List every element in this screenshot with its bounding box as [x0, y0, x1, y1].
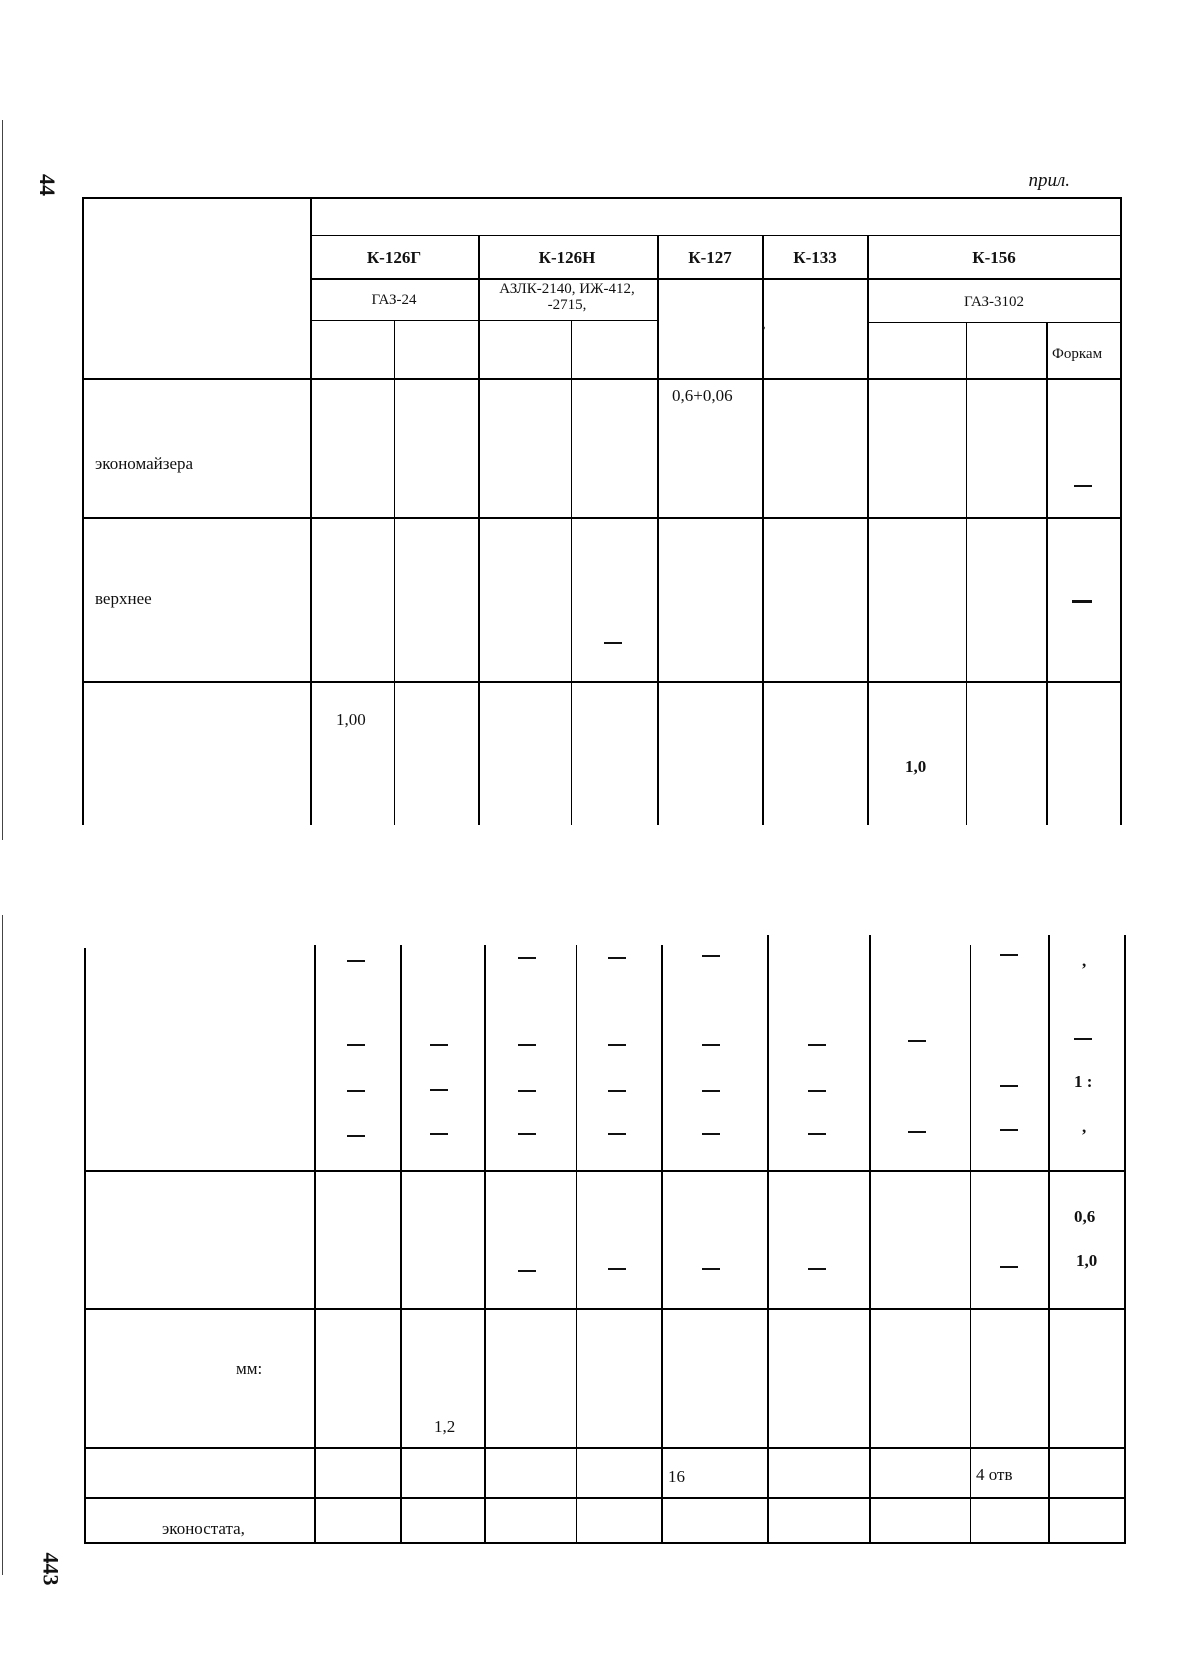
dash-mark [808, 1133, 826, 1135]
vehicles-k156: ГАЗ-3102 [963, 294, 1025, 310]
value-k156-row4: 4 отв [976, 1465, 1013, 1484]
page-number-top: 44 [35, 174, 60, 196]
page-edge-line [2, 120, 3, 840]
row-label-economizer: экономайзера [95, 454, 194, 473]
dash-mark [518, 957, 536, 959]
dash-mark [702, 1133, 720, 1135]
dash-mark [608, 1133, 626, 1135]
dash-mark [347, 960, 365, 962]
dash-mark [608, 957, 626, 959]
dash-mark [608, 1268, 626, 1270]
model-k133: К-133 [793, 248, 837, 267]
value-k156-row3: 1,0 [905, 757, 927, 776]
value-col2-mm: 1,2 [434, 1417, 456, 1436]
partial-value: 1 : [1074, 1072, 1093, 1091]
partial-value: , [1082, 1117, 1087, 1136]
value-k126g-row3: 1,00 [336, 710, 366, 729]
dash-mark [1000, 1085, 1018, 1087]
dash-mark [1000, 954, 1018, 956]
dash-mark [1074, 485, 1092, 487]
dash-mark [430, 1089, 448, 1091]
dash-mark [808, 1268, 826, 1270]
dash-mark [608, 1090, 626, 1092]
model-k156: К-156 [972, 248, 1016, 267]
value-k127-economizer: 0,6+0,06 [672, 386, 733, 405]
dash-mark [1072, 600, 1092, 603]
vehicles-k126g: ГАЗ-24 [371, 292, 417, 308]
dash-mark [518, 1270, 536, 1272]
dash-mark [1074, 1038, 1092, 1040]
vehicles-k126n: АЗЛК-2140, ИЖ-412, -2715, [499, 281, 635, 313]
dash-mark [518, 1090, 536, 1092]
dash-mark [808, 1044, 826, 1046]
value-k127-row4: 16 [668, 1467, 685, 1486]
page-edge-line [2, 915, 3, 1575]
dash-mark [347, 1044, 365, 1046]
dash-mark [1000, 1129, 1018, 1131]
partial-value: , [1082, 951, 1087, 970]
page-number-bottom: 443 [38, 1552, 64, 1586]
dash-mark [430, 1133, 448, 1135]
dash-mark [347, 1135, 365, 1137]
value-last-col: 0,6 [1074, 1207, 1096, 1226]
dash-mark [518, 1133, 536, 1135]
dash-mark [702, 1268, 720, 1270]
vehicles-k127: , [762, 316, 766, 332]
dash-mark [518, 1044, 536, 1046]
row-label-upper: верхнее [95, 589, 152, 608]
dash-mark [347, 1090, 365, 1092]
row-label-econostat: эконостата, [162, 1519, 245, 1538]
row-label-mm: мм: [236, 1359, 263, 1378]
value-last-col: 1,0 [1076, 1251, 1098, 1270]
dash-mark [702, 1044, 720, 1046]
dash-mark [430, 1044, 448, 1046]
model-k126g: К-126Г [366, 248, 422, 267]
dash-mark [908, 1131, 926, 1133]
dash-mark [604, 642, 622, 644]
dash-mark [1000, 1266, 1018, 1268]
subheader-forkam: Форкам [1052, 346, 1103, 362]
dash-mark [608, 1044, 626, 1046]
dash-mark [908, 1040, 926, 1042]
dash-mark [808, 1090, 826, 1092]
dash-mark [702, 955, 720, 957]
annotation-prim: прил. [1028, 170, 1070, 191]
dash-mark [702, 1090, 720, 1092]
model-k127: К-127 [688, 248, 732, 267]
model-k126n: К-126Н [538, 248, 596, 267]
